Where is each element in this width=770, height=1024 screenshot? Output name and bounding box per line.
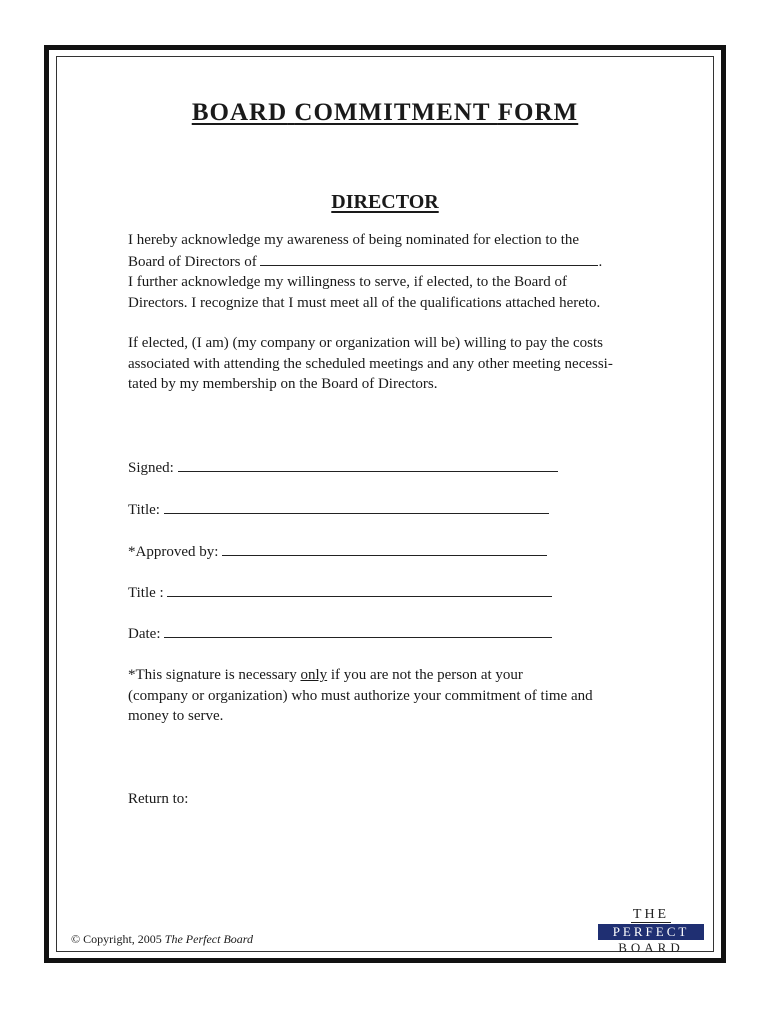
copyright-notice: © Copyright, 2005 The Perfect Board: [71, 932, 253, 946]
emphasis-only: only: [300, 667, 328, 683]
paragraph-line: If elected, (I am) (my company or organization will be) willing to pay the costs: [128, 335, 603, 351]
date-field[interactable]: [164, 623, 552, 638]
title-label: Title:: [128, 502, 160, 518]
signed-label: Signed:: [128, 460, 174, 476]
paragraph-line: Directors. I recognize that I must meet all of the qualifications attached hereto.: [128, 294, 601, 311]
logo-perfect: PERFECT: [598, 924, 704, 940]
perfect-board-logo: [598, 905, 704, 955]
acknowledgement-paragraph: [128, 230, 658, 313]
note-line: money to serve.: [128, 708, 224, 724]
paragraph-line: I hereby acknowledge my awareness of being nominated for election to the: [128, 232, 580, 248]
title-field[interactable]: [164, 499, 549, 514]
approved-by-field[interactable]: [222, 541, 547, 556]
approved-by-row: [128, 541, 547, 561]
paragraph-line: Board of Directors of .: [128, 251, 658, 273]
paragraph-line: I further acknowledge my willingness to serve, if elected, to the Board of: [128, 274, 568, 290]
logo-the: THE: [632, 907, 670, 922]
approver-title-field[interactable]: [167, 582, 552, 597]
signed-field[interactable]: [178, 457, 558, 472]
return-to-label: Return to:: [128, 791, 189, 807]
signature-note: [128, 665, 658, 727]
paragraph-line: associated with attending the scheduled meetings and any other meeting necessi-: [128, 355, 613, 372]
note-line: (company or organization) who must authorize your commitment of time and: [128, 687, 593, 704]
note-line: *This signature is necessary only if you are not the person at your: [128, 667, 523, 683]
approver-title-row: [128, 582, 552, 602]
paragraph-line: tated by my membership on the Board of Directors.: [128, 376, 438, 392]
board-name-field[interactable]: [260, 251, 598, 266]
logo-board: BOARD: [618, 940, 684, 955]
signed-row: [128, 457, 558, 477]
approver-title-label: Title :: [128, 585, 164, 601]
date-label: Date:: [128, 626, 161, 642]
payment-paragraph: [128, 333, 658, 395]
form-subtitle: DIRECTOR: [331, 191, 439, 213]
date-row: [128, 623, 552, 643]
title-row: [128, 499, 549, 519]
form-title: BOARD COMMITMENT FORM: [191, 99, 579, 126]
approved-by-label: *Approved by:: [128, 544, 219, 560]
